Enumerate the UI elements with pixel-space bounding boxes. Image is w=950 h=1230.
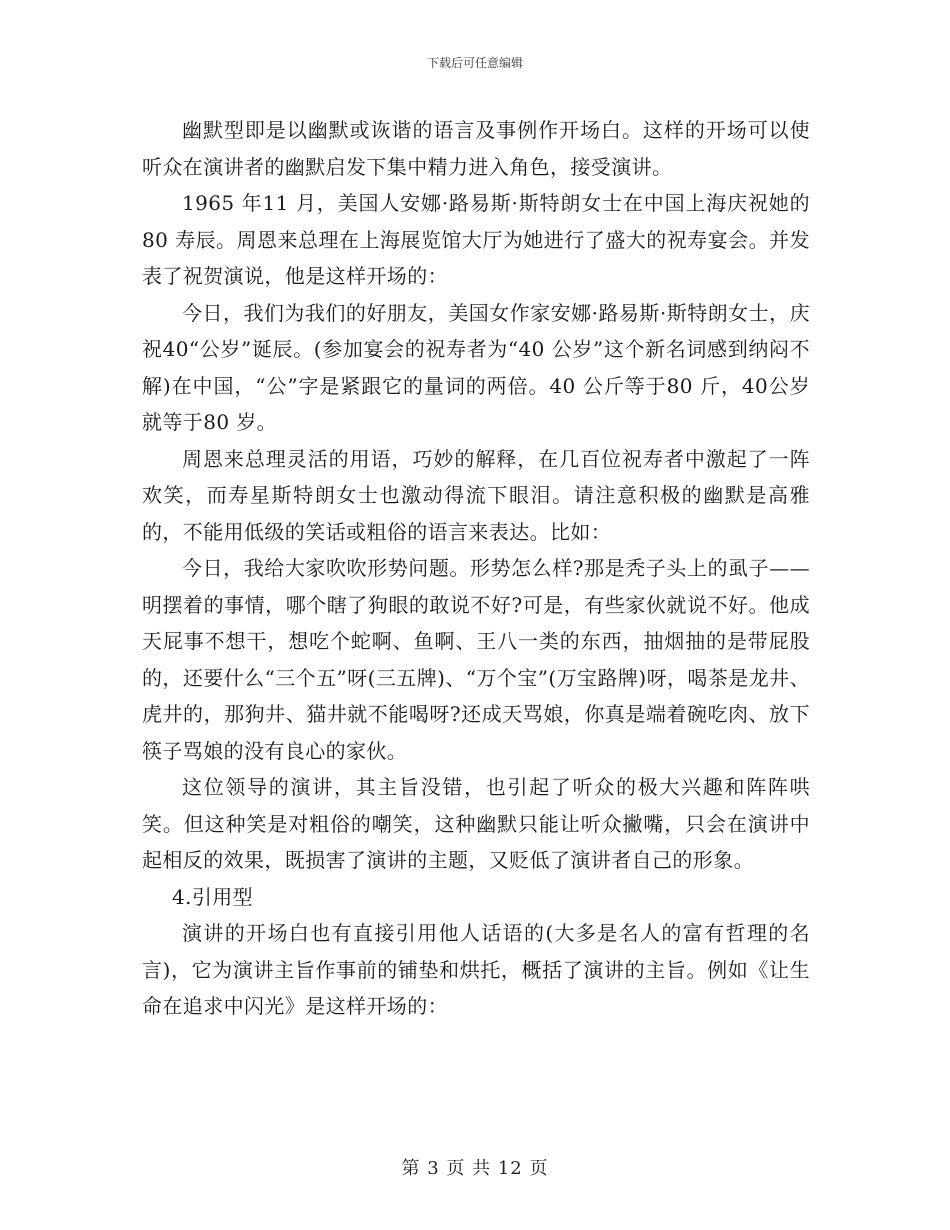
paragraph-zhou-comment: 周恩来总理灵活的用语，巧妙的解释，在几百位祝寿者中激起了一阵欢笑，而寿星斯特朗女士也激动得流下眼泪。请注意积极的幽默是高雅的，不能用低级的笑话或粗俗的语言来表达。比如： xyxy=(142,446,810,544)
paragraph-humor-type: 幽默型即是以幽默或诙谐的语言及事例作开场白。这样的开场可以使听众在演讲者的幽默启发下集中精力进入角色，接受演讲。 xyxy=(142,118,810,179)
section-heading-quote-type: 4.引用型 xyxy=(172,884,254,909)
paragraph-zhou-speech: 今日，我们为我们的好朋友，美国女作家安娜·路易斯·斯特朗女士，庆祝40“公岁”诞辰。(参加宴会的祝寿者为“40 公岁”这个新名词感到纳闷不解)在中国，“公”字是紧跟它的量词的两倍。40 公斤等于80 斤，40公岁就等于80 岁。 xyxy=(142,300,810,434)
paragraph-quote-type: 演讲的开场白也有直接引用他人话语的(大多是名人的富有哲理的名言)，它为演讲主旨作事前的铺垫和烘托，概括了演讲的主旨。例如《让生命在追求中闪光》是这样开场的： xyxy=(142,921,810,1018)
page-header-note: 下载后可任意编辑 xyxy=(426,56,523,70)
paragraph-1965-birthday: 1965 年11 月，美国人安娜·路易斯·斯特朗女士在中国上海庆祝她的80 寿辰。周恩来总理在上海展览馆大厅为她进行了盛大的祝寿宴会。并发表了祝贺演说，他是这样开场的： xyxy=(142,191,810,288)
page-footer-page-number: 第 3 页 共 12 页 xyxy=(401,1158,549,1179)
paragraph-crude-comment: 这位领导的演讲，其主旨没错，也引起了听众的极大兴趣和阵阵哄笑。但这种笑是对粗俗的嘲笑，这种幽默只能让听众撇嘴，只会在演讲中起相反的效果，既损害了演讲的主题，又贬低了演讲者自己的形象。 xyxy=(142,775,810,872)
paragraph-crude-example: 今日，我给大家吹吹形势问题。形势怎么样?那是秃子头上的虱子——明摆着的事情，哪个瞎了狗眼的敢说不好?可是，有些家伙就说不好。他成天屁事不想干，想吃个蛇啊、鱼啊、王八一类的东西，抽烟抽的是带屁股的，还要什么“三个五”呀(三五牌)、“万个宝”(万宝路牌)呀，喝茶是龙井、虎井的，那狗井、猫井就不能喝呀?还成天骂娘，你真是端着碗吃肉、放下筷子骂娘的没有良心的家伙。 xyxy=(142,556,810,763)
document-body xyxy=(142,112,810,1025)
